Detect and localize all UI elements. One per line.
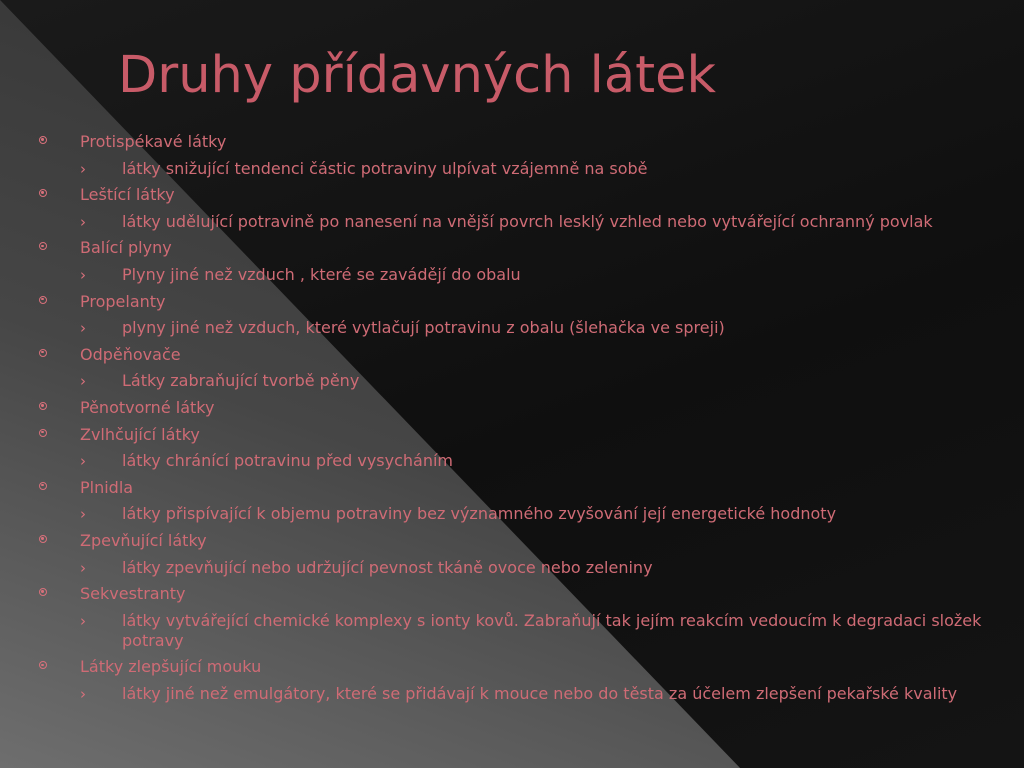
bullet-container <box>34 345 80 357</box>
ring-bullet-icon <box>39 189 47 197</box>
chevron-bullet-icon: › <box>80 212 86 231</box>
level2-row <box>34 504 994 524</box>
level1-row <box>34 185 994 205</box>
ring-bullet-icon <box>39 242 47 250</box>
slide-title: Druhy přídavných látek <box>118 46 717 105</box>
item-description: látky udělující potravině po nanesení na vnější povrch lesklý vzhled nebo vytvářející ochranný povlak <box>122 211 933 231</box>
ring-bullet-icon <box>39 535 47 543</box>
level2-row <box>34 558 994 578</box>
item-label: Odpěňovače <box>80 344 181 364</box>
bullet-container <box>34 185 80 197</box>
ring-bullet-icon <box>39 296 47 304</box>
bullet-container <box>34 657 80 669</box>
bullet-list <box>34 132 994 710</box>
level1-row <box>34 425 994 445</box>
item-description: Látky zabraňující tvorbě pěny <box>122 371 360 391</box>
bullet-container <box>34 132 80 144</box>
chevron-bullet-icon: › <box>80 558 86 577</box>
list-item <box>34 238 994 285</box>
chevron-bullet-icon: › <box>80 452 86 471</box>
chevron-bullet-icon: › <box>80 159 86 178</box>
level2-row <box>34 265 994 285</box>
item-label: Leštící látky <box>80 185 175 205</box>
item-label: Sekvestranty <box>80 584 186 604</box>
ring-bullet-icon <box>39 661 47 669</box>
item-description: látky přispívající k objemu potraviny bez významného zvyšování její energetické hodnoty <box>122 504 837 524</box>
level1-row <box>34 657 994 677</box>
list-item <box>34 584 994 651</box>
level2-row <box>34 159 994 179</box>
item-description: látky jiné než emulgátory, které se přidávají k mouce nebo do těsta za účelem zlepšení pekařské kvality <box>122 683 958 703</box>
level2-row <box>34 451 994 471</box>
list-item <box>34 132 994 179</box>
list-item <box>34 657 994 704</box>
chevron-bullet-icon: › <box>80 611 86 630</box>
level2-row <box>34 611 994 651</box>
chevron-bullet-icon: › <box>80 684 86 703</box>
ring-bullet-icon <box>39 136 47 144</box>
item-description: látky snižující tendenci částic potraviny ulpívat vzájemně na sobě <box>122 158 648 178</box>
list-item <box>34 478 994 525</box>
level1-row <box>34 292 994 312</box>
level2-row <box>34 684 994 704</box>
level1-row <box>34 531 994 551</box>
list-item <box>34 185 994 232</box>
chevron-bullet-icon: › <box>80 319 86 338</box>
item-description: Plyny jiné než vzduch , které se zavádějí do obalu <box>122 264 521 284</box>
ring-bullet-icon <box>39 588 47 596</box>
level1-row <box>34 584 994 604</box>
item-description: látky chránící potravinu před vysycháním <box>122 451 454 471</box>
bullet-container <box>34 238 80 250</box>
item-description: látky zpevňující nebo udržující pevnost tkáně ovoce nebo zeleniny <box>122 557 653 577</box>
item-description: plyny jiné než vzduch, které vytlačují potravinu z obalu (šlehačka ve spreji) <box>122 318 725 338</box>
item-label: Zvlhčující látky <box>80 424 200 444</box>
item-description: látky vytvářející chemické komplexy s ionty kovů. Zabraňují tak jejím reakcím vedoucím k degradaci složek potravy <box>122 610 982 650</box>
item-label: Protispékavé látky <box>80 132 227 151</box>
list-item <box>34 345 994 392</box>
item-label: Látky zlepšující mouku <box>80 657 262 677</box>
list-item <box>34 292 994 339</box>
ring-bullet-icon <box>39 349 47 357</box>
bullet-container <box>34 292 80 304</box>
bullet-container <box>34 531 80 543</box>
bullet-container <box>34 398 80 410</box>
item-label: Pěnotvorné látky <box>80 397 215 417</box>
level1-row <box>34 398 994 418</box>
chevron-bullet-icon: › <box>80 265 86 284</box>
item-label: Plnidla <box>80 477 134 497</box>
item-label: Propelanty <box>80 291 166 311</box>
level1-row <box>34 345 994 365</box>
level2-row <box>34 371 994 391</box>
bullet-container <box>34 425 80 437</box>
list-item <box>34 531 994 578</box>
level1-row <box>34 132 994 152</box>
level2-row <box>34 318 994 338</box>
ring-bullet-icon <box>39 402 47 410</box>
chevron-bullet-icon: › <box>80 372 86 391</box>
bullet-container <box>34 478 80 490</box>
ring-bullet-icon <box>39 429 47 437</box>
level1-row <box>34 238 994 258</box>
level2-row <box>34 212 994 232</box>
ring-bullet-icon <box>39 482 47 490</box>
level1-row <box>34 478 994 498</box>
list-item <box>34 398 994 418</box>
list-item <box>34 425 994 472</box>
item-label: Balící plyny <box>80 238 172 258</box>
item-label: Zpevňující látky <box>80 530 207 550</box>
chevron-bullet-icon: › <box>80 505 86 524</box>
bullet-container <box>34 584 80 596</box>
